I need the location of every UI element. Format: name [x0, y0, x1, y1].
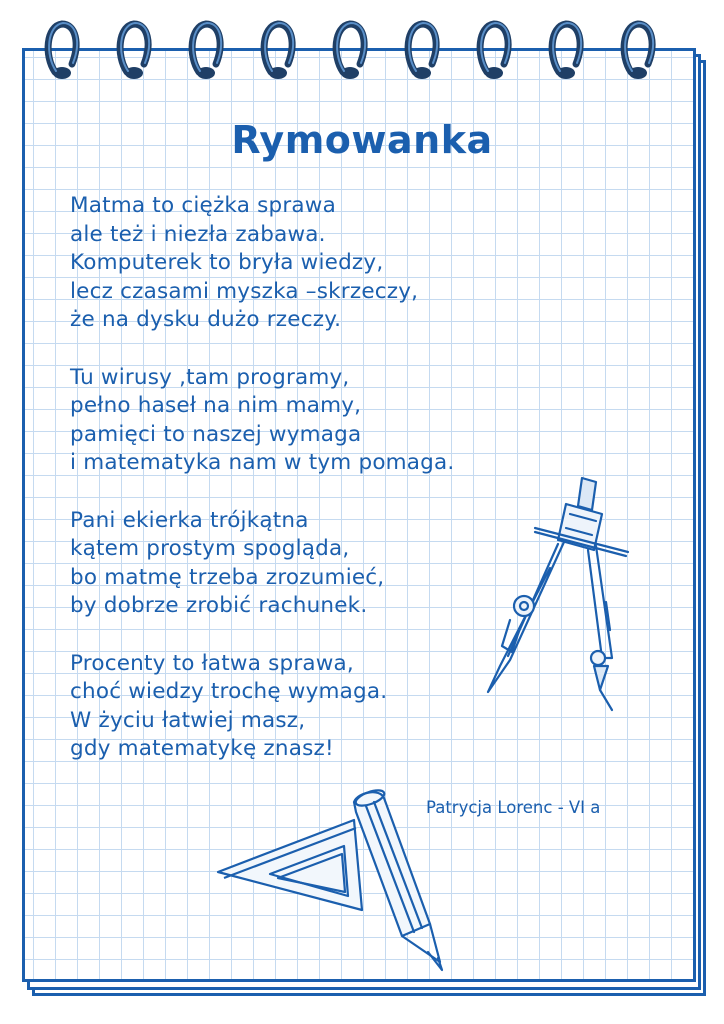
binder-ring-icon [336, 23, 365, 79]
poem-line: gdy matematykę znasz! [70, 736, 334, 762]
poem-line: kątem prostym spogląda, [70, 536, 350, 562]
poem-line: pamięci to naszej wymaga [70, 421, 362, 447]
binder-ring-icon [48, 23, 77, 79]
poem-line: Komputerek to bryła wiedzy, [70, 250, 384, 276]
spiral-binding [0, 0, 724, 100]
binder-ring-icon [408, 23, 437, 79]
poem-line: by dobrze zrobić rachunek. [70, 593, 368, 619]
binder-ring-icon [624, 23, 653, 79]
binder-ring-icon [552, 23, 581, 79]
binder-ring-icon [480, 23, 509, 79]
binder-ring-icon [264, 23, 293, 79]
poem-line: W życiu łatwiej masz, [70, 707, 306, 733]
poem-line: Tu wirusy ,tam programy, [70, 364, 350, 390]
stanza-2 [70, 364, 550, 478]
poem-line: bo matmę trzeba zrozumieć, [70, 564, 385, 590]
poem-line: pełno haseł na nim mamy, [70, 393, 362, 419]
binder-ring-icon [192, 23, 221, 79]
poem-line: choć wiedzy trochę wymaga. [70, 679, 388, 705]
poem-body [70, 192, 550, 792]
poem-title: Rymowanka [231, 118, 493, 162]
poem-line: że na dysku dużo rzeczy. [70, 307, 342, 333]
poem-line: ale też i niezła zabawa. [70, 221, 326, 247]
poem-line: lecz czasami myszka –skrzeczy, [70, 278, 419, 304]
author-signature: Patrycja Lorenc - VI a [426, 798, 601, 817]
stanza-1 [70, 192, 550, 335]
poem-line: Matma to ciężka sprawa [70, 193, 336, 218]
compass-drawing-icon [480, 470, 630, 720]
binder-ring-icon [120, 23, 149, 79]
poem-line: Procenty to łatwa sprawa, [70, 650, 354, 676]
poem-line: i matematyka nam w tym pomaga. [70, 450, 455, 476]
stanza-4 [70, 650, 550, 764]
poem-line: Pani ekierka trójkątna [70, 507, 309, 533]
stanza-3 [70, 507, 550, 621]
